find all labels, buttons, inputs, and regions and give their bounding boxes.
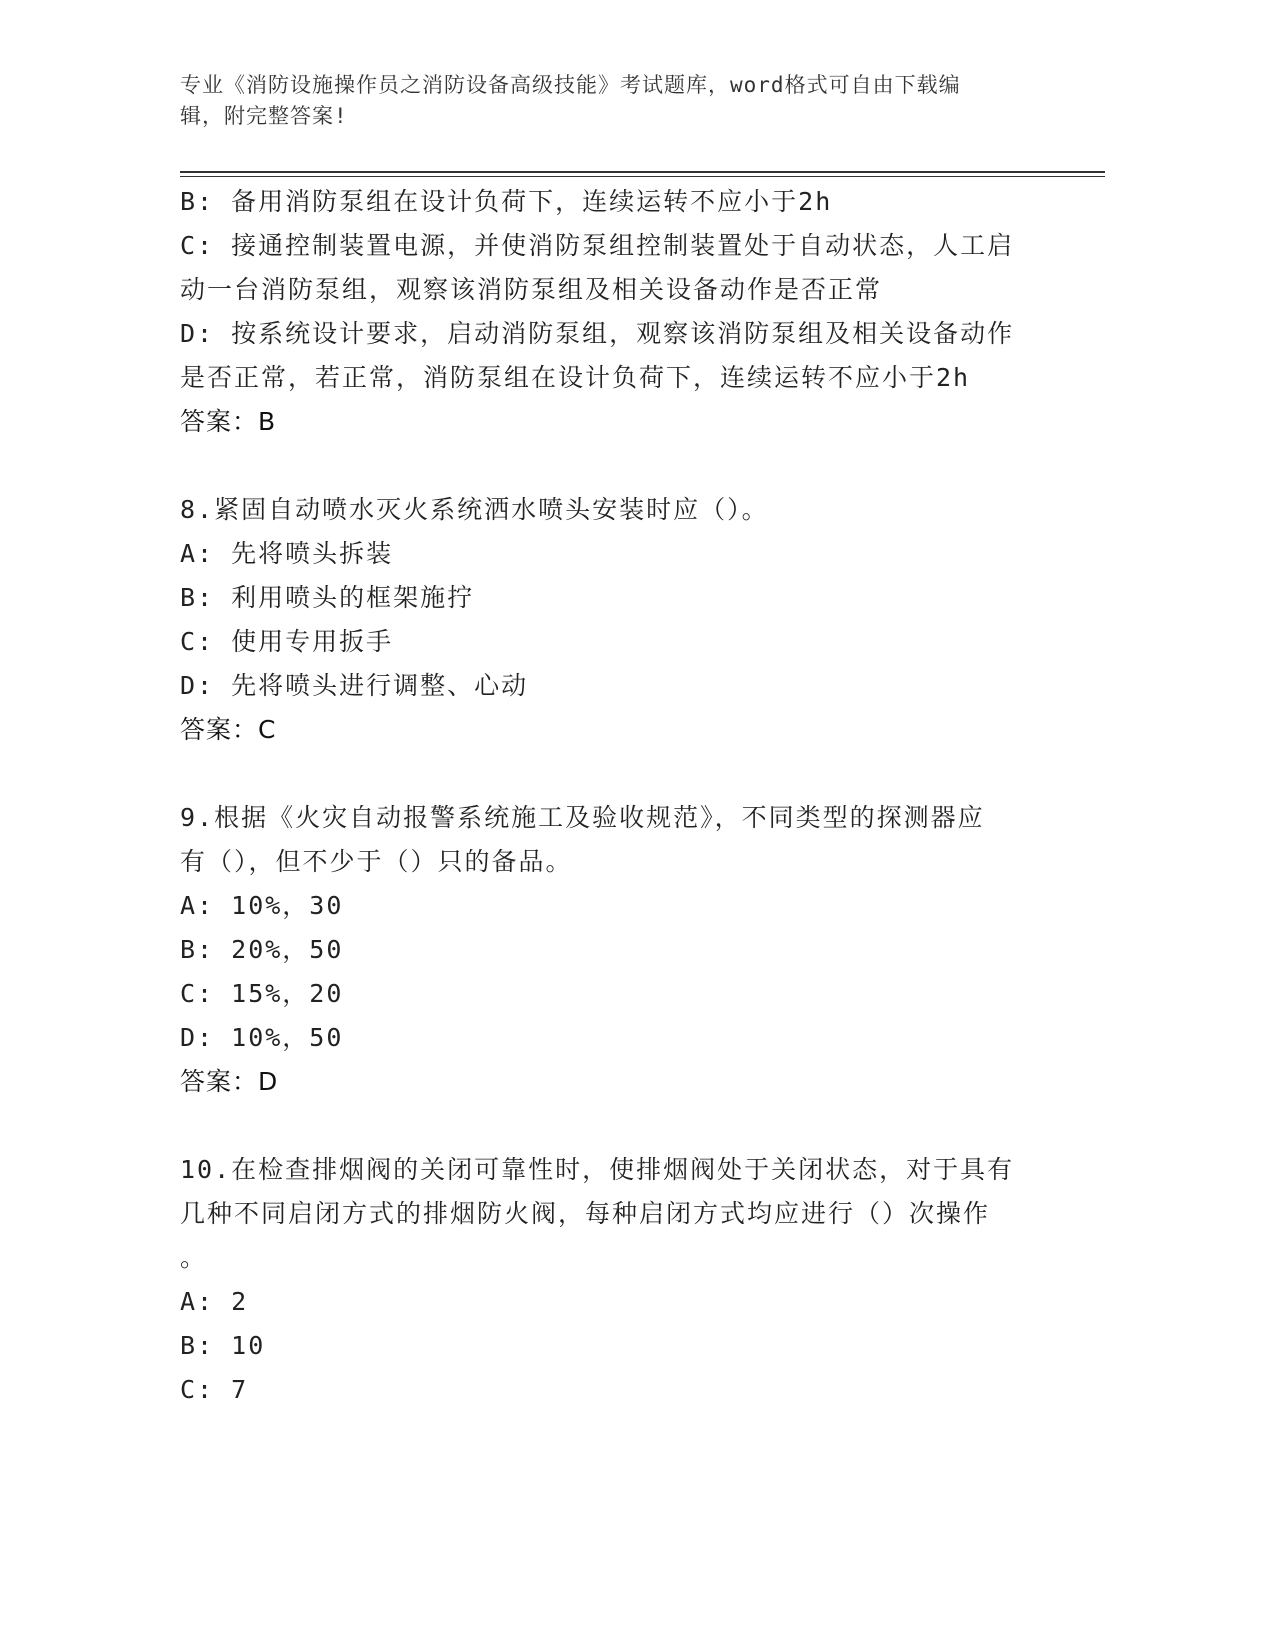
header-line-1: 专业《消防设施操作员之消防设备高级技能》考试题库，word格式可自由下载编 [180, 73, 961, 97]
question-7-option-c-line-2: 动一台消防泵组，观察该消防泵组及相关设备动作是否正常 [180, 275, 883, 304]
question-10-text-line-3: 。 [180, 1243, 208, 1272]
header-line-2: 辑，附完整答案! [180, 104, 348, 128]
question-9-option-c: C: 15%，20 [180, 979, 344, 1008]
question-8-option-c: C: 使用专用扳手 [180, 627, 394, 656]
page-header [180, 70, 1040, 132]
question-8-text: 8.紧固自动喷水灭火系统洒水喷头安装时应（）。 [180, 495, 769, 524]
question-7-answer: 答案：B [180, 407, 277, 436]
question-7-option-c-line-1: C: 接通控制装置电源，并使消防泵组控制装置处于自动状态，人工启 [180, 231, 1015, 260]
question-7-option-b: B: 备用消防泵组在设计负荷下，连续运转不应小于2h [180, 187, 833, 216]
question-10-text-line-2: 几种不同启闭方式的排烟防火阀，每种启闭方式均应进行（）次操作 [180, 1199, 991, 1228]
spacer [180, 752, 1040, 796]
question-8-option-b: B: 利用喷头的框架施拧 [180, 583, 475, 612]
question-7-option-d-line-1: D: 按系统设计要求，启动消防泵组，观察该消防泵组及相关设备动作 [180, 319, 1015, 348]
header-rule-thick [180, 171, 1105, 173]
question-9-text-line-2: 有（），但不少于（）只的备品。 [180, 847, 573, 876]
question-10-option-c: C: 7 [180, 1375, 249, 1404]
question-8-answer: 答案：C [180, 715, 277, 744]
question-10-text-line-1: 10.在检查排烟阀的关闭可靠性时，使排烟阀处于关闭状态，对于具有 [180, 1155, 1015, 1184]
question-8-option-d: D: 先将喷头进行调整、心动 [180, 671, 529, 700]
question-8-block [180, 488, 1040, 752]
question-9-option-d: D: 10%，50 [180, 1023, 344, 1052]
question-9-option-a: A: 10%，30 [180, 891, 344, 920]
question-10-option-a: A: 2 [180, 1287, 249, 1316]
spacer [180, 444, 1040, 488]
spacer [180, 1104, 1040, 1148]
question-9-block [180, 796, 1040, 1104]
question-10-block [180, 1148, 1040, 1412]
question-7-option-d-line-2: 是否正常，若正常，消防泵组在设计负荷下，连续运转不应小于2h [180, 363, 971, 392]
question-9-answer: 答案：D [180, 1067, 279, 1096]
question-content [180, 180, 1040, 1412]
question-9-text-line-1: 9.根据《火灾自动报警系统施工及验收规范》，不同类型的探测器应 [180, 803, 985, 832]
question-10-option-b: B: 10 [180, 1331, 266, 1360]
question-8-option-a: A: 先将喷头拆装 [180, 539, 394, 568]
question-9-option-b: B: 20%，50 [180, 935, 344, 964]
question-7-block [180, 180, 1040, 444]
header-rule-thin [180, 176, 1105, 177]
